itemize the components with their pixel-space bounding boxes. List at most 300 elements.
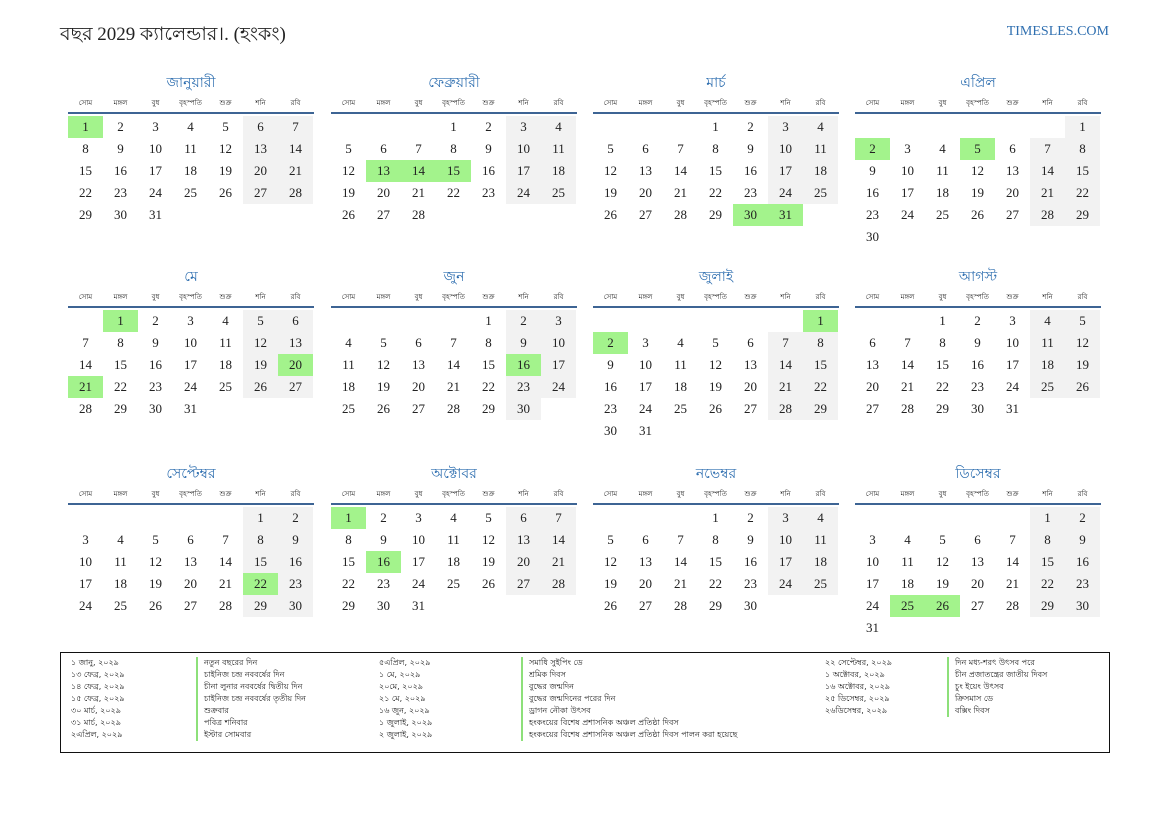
weekday-label: মঙ্গল — [900, 99, 915, 107]
day-cell: 25 — [447, 576, 460, 591]
day-cell: 5 — [380, 335, 387, 350]
legend-date: ২২ সেপ্টেম্বর, ২০২৯ — [825, 658, 892, 667]
day-cell: 20 — [377, 185, 390, 200]
day-cell: 18 — [803, 160, 838, 182]
day-cell: 28 — [278, 182, 313, 204]
legend-dates-column — [379, 657, 432, 741]
day-cell: 18 — [901, 576, 914, 591]
day-cell: 27 — [184, 598, 197, 613]
day-cell: 28 — [901, 401, 914, 416]
day-cell: 7 — [1009, 532, 1016, 547]
day-cell: 7 — [677, 141, 684, 156]
day-cell: 15 — [342, 554, 355, 569]
day-cell: 22 — [1065, 182, 1100, 204]
month-block — [855, 268, 1101, 420]
weekday-label: রবি — [1077, 490, 1088, 498]
day-cell: 30 — [149, 401, 162, 416]
day-cell: 29 — [1030, 595, 1065, 617]
day-cell: 29 — [709, 207, 722, 222]
weekday-label: শুক্র — [482, 99, 495, 107]
empty-cell — [628, 310, 663, 332]
day-cell: 23 — [971, 379, 984, 394]
day-cell: 2 — [1065, 507, 1100, 529]
weekday-label: মঙ্গল — [376, 293, 391, 301]
day-cell: 23 — [744, 185, 757, 200]
empty-cell — [890, 310, 925, 332]
day-cell: 16 — [482, 163, 495, 178]
day-cell: 20 — [639, 576, 652, 591]
day-cell: 7 — [222, 532, 229, 547]
month-block — [331, 74, 577, 226]
weekday-label: শুক্র — [219, 99, 232, 107]
day-cell: 20 — [1006, 185, 1019, 200]
weekday-label: রবি — [815, 293, 826, 301]
day-cell: 25 — [184, 185, 197, 200]
month-divider — [593, 503, 839, 505]
weekday-label: বৃহস্পতি — [704, 99, 727, 107]
day-cell: 22 — [447, 185, 460, 200]
day-cell: 25 — [1030, 376, 1065, 398]
legend-holiday-name: বুদ্ধের জন্মদিনের পরের দিন — [529, 694, 616, 703]
day-cell: 14 — [768, 354, 803, 376]
day-cell: 18 — [803, 551, 838, 573]
month-name: সেপ্টেম্বর — [166, 467, 216, 482]
legend-holiday-name: ড্রাগন নৌকা উৎসব — [529, 706, 591, 715]
day-cell: 6 — [642, 532, 649, 547]
day-cell: 1 — [1065, 116, 1100, 138]
day-cell: 31 — [412, 598, 425, 613]
legend-holiday-name: বুদ্ধের জন্মদিন — [529, 682, 574, 691]
weekday-label: রবি — [290, 293, 301, 301]
day-cell: 26 — [149, 598, 162, 613]
day-cell: 4 — [803, 507, 838, 529]
day-cell: 12 — [604, 163, 617, 178]
day-cell: 10 — [184, 335, 197, 350]
month-block — [68, 74, 314, 226]
day-cell: 4 — [345, 335, 352, 350]
weekday-label: বৃহস্পতি — [179, 293, 202, 301]
day-cell: 12 — [342, 163, 355, 178]
day-cell: 13 — [866, 357, 879, 372]
day-cell: 11 — [1030, 332, 1065, 354]
day-cell: 11 — [803, 138, 838, 160]
day-cell: 16 — [866, 185, 879, 200]
day-grid — [68, 310, 314, 420]
empty-cell — [331, 310, 366, 332]
day-cell: 23 — [604, 401, 617, 416]
day-cell: 20 — [243, 160, 278, 182]
day-cell: 3 — [187, 313, 194, 328]
day-cell: 19 — [971, 185, 984, 200]
day-cell: 17 — [149, 163, 162, 178]
legend-date: ১৩ ফেব্র, ২০২৯ — [71, 670, 125, 679]
day-cell: 29 — [803, 398, 838, 420]
weekday-label: শনি — [518, 293, 529, 301]
day-cell: 9 — [506, 332, 541, 354]
day-cell: 22 — [1030, 573, 1065, 595]
day-cell: 5 — [607, 141, 614, 156]
day-cell: 8 — [345, 532, 352, 547]
empty-cell — [855, 310, 890, 332]
weekday-label: সোম — [78, 490, 93, 498]
day-cell: 23 — [278, 573, 313, 595]
day-cell: 2 — [117, 119, 124, 134]
legend-dates-column — [71, 657, 125, 741]
day-cell: 6 — [415, 335, 422, 350]
weekday-header — [855, 487, 1101, 501]
day-cell: 30 — [114, 207, 127, 222]
weekday-label: বৃহস্পতি — [966, 99, 989, 107]
day-cell: 13 — [744, 357, 757, 372]
empty-cell — [890, 507, 925, 529]
day-cell: 9 — [747, 141, 754, 156]
day-cell: 2 — [747, 510, 754, 525]
day-cell: 20 — [971, 576, 984, 591]
empty-cell — [628, 116, 663, 138]
month-name: অক্টোবর — [431, 467, 477, 482]
legend-date: ২এপ্রিল, ২০২৯ — [71, 730, 123, 739]
empty-cell — [733, 310, 768, 332]
day-cell: 28 — [412, 207, 425, 222]
holiday-cell: 14 — [401, 160, 436, 182]
weekday-label: শুক্র — [219, 490, 232, 498]
day-cell: 19 — [149, 576, 162, 591]
day-cell: 24 — [866, 598, 879, 613]
day-cell: 26 — [243, 376, 278, 398]
day-grid — [855, 116, 1101, 248]
day-cell: 24 — [541, 376, 576, 398]
day-cell: 26 — [709, 401, 722, 416]
weekday-label: শনি — [1042, 490, 1053, 498]
day-cell: 26 — [377, 401, 390, 416]
day-cell: 15 — [79, 163, 92, 178]
day-cell: 25 — [803, 182, 838, 204]
legend-names-column — [529, 657, 737, 741]
empty-cell — [960, 507, 995, 529]
weekday-label: শনি — [1042, 99, 1053, 107]
day-cell: 29 — [936, 401, 949, 416]
day-cell: 9 — [278, 529, 313, 551]
day-cell: 21 — [447, 379, 460, 394]
month-name: এপ্রিল — [960, 76, 996, 91]
weekday-label: বুধ — [414, 99, 423, 107]
day-cell: 25 — [342, 401, 355, 416]
weekday-header — [331, 487, 577, 501]
empty-cell — [103, 507, 138, 529]
day-cell: 30 — [866, 229, 879, 244]
weekday-header — [855, 96, 1101, 110]
day-cell: 22 — [79, 185, 92, 200]
weekday-label: মঙ্গল — [113, 99, 128, 107]
empty-cell — [593, 116, 628, 138]
legend-date: ১৬ জুন, ২০২৯ — [379, 706, 430, 715]
day-cell: 17 — [506, 160, 541, 182]
day-cell: 7 — [541, 507, 576, 529]
day-cell: 3 — [152, 119, 159, 134]
day-cell: 27 — [412, 401, 425, 416]
day-cell: 20 — [412, 379, 425, 394]
day-cell: 20 — [639, 185, 652, 200]
day-cell: 6 — [1009, 141, 1016, 156]
day-cell: 9 — [117, 141, 124, 156]
day-cell: 19 — [377, 379, 390, 394]
legend-holiday-name: দিন মধ্য-শরৎ উৎসব পরে — [955, 658, 1035, 667]
day-cell: 9 — [869, 163, 876, 178]
empty-cell — [401, 116, 436, 138]
legend-holiday-name: চাইনিজ চন্দ্র নববর্ষের তৃতীয় দিন — [204, 694, 306, 703]
legend-holiday-name: শ্রমিক দিবস — [529, 670, 566, 679]
weekday-header — [68, 487, 314, 501]
day-cell: 2 — [485, 119, 492, 134]
holiday-legend — [60, 652, 1110, 753]
legend-names-column — [955, 657, 1047, 717]
day-cell: 1 — [939, 313, 946, 328]
weekday-label: বুধ — [676, 490, 685, 498]
weekday-label: রবি — [553, 490, 564, 498]
weekday-label: রবি — [553, 293, 564, 301]
day-cell: 13 — [278, 332, 313, 354]
day-cell: 14 — [79, 357, 92, 372]
day-cell: 15 — [114, 357, 127, 372]
empty-cell — [663, 310, 698, 332]
weekday-label: রবি — [553, 99, 564, 107]
weekday-label: সোম — [603, 99, 618, 107]
day-cell: 12 — [243, 332, 278, 354]
day-cell: 26 — [342, 207, 355, 222]
empty-cell — [366, 310, 401, 332]
day-cell: 30 — [377, 598, 390, 613]
legend-holiday-name: নতুন বছরের দিন — [204, 658, 258, 667]
legend-names-column — [204, 657, 306, 741]
day-cell: 9 — [485, 141, 492, 156]
weekday-label: মঙ্গল — [376, 99, 391, 107]
day-cell: 7 — [768, 332, 803, 354]
day-cell: 21 — [674, 576, 687, 591]
month-name: ফেব্রুয়ারী — [428, 76, 480, 91]
day-cell: 20 — [506, 551, 541, 573]
weekday-label: বৃহস্পতি — [704, 490, 727, 498]
day-cell: 21 — [541, 551, 576, 573]
month-divider — [68, 306, 314, 308]
day-cell: 6 — [974, 532, 981, 547]
day-grid — [593, 310, 839, 442]
day-cell: 17 — [768, 551, 803, 573]
day-cell: 18 — [1030, 354, 1065, 376]
day-cell: 3 — [1009, 313, 1016, 328]
day-cell: 5 — [222, 119, 229, 134]
day-cell: 14 — [278, 138, 313, 160]
weekday-label: বৃহস্পতি — [442, 99, 465, 107]
day-cell: 25 — [219, 379, 232, 394]
legend-holiday-name: হংকংয়ের বিশেষ প্রশাসনিক অঞ্চল প্রতিষ্ঠা দিবস পালন করা হয়েছে — [529, 730, 738, 739]
month-block — [331, 268, 577, 420]
empty-cell — [366, 116, 401, 138]
day-cell: 18 — [342, 379, 355, 394]
legend-date: ৩১ মার্চ, ২০২৯ — [71, 718, 121, 727]
day-cell: 10 — [541, 332, 576, 354]
day-cell: 9 — [380, 532, 387, 547]
day-cell: 1 — [485, 313, 492, 328]
day-cell: 27 — [639, 207, 652, 222]
legend-date: ২৫ ডিসেম্বর, ২০২৯ — [825, 694, 890, 703]
legend-holiday-name: ক্রিসমাস ডে — [955, 694, 993, 703]
site-link[interactable]: TIMESLES.COM — [1006, 24, 1109, 39]
day-cell: 21 — [412, 185, 425, 200]
day-cell: 27 — [866, 401, 879, 416]
weekday-label: শুক্র — [1006, 99, 1019, 107]
day-cell: 26 — [219, 185, 232, 200]
legend-marker — [196, 657, 198, 741]
day-cell: 5 — [243, 310, 278, 332]
day-cell: 28 — [1030, 204, 1065, 226]
month-divider — [68, 112, 314, 114]
empty-cell — [960, 116, 995, 138]
weekday-label: বৃহস্পতি — [179, 490, 202, 498]
day-cell: 6 — [278, 310, 313, 332]
holiday-cell: 26 — [925, 595, 960, 617]
day-cell: 3 — [869, 532, 876, 547]
day-cell: 28 — [219, 598, 232, 613]
legend-date: ২০মে, ২০২৯ — [379, 682, 423, 691]
day-cell: 14 — [447, 357, 460, 372]
day-cell: 4 — [187, 119, 194, 134]
weekday-label: বৃহস্পতি — [179, 99, 202, 107]
day-cell: 4 — [677, 335, 684, 350]
day-cell: 1 — [712, 510, 719, 525]
holiday-cell: 1 — [803, 310, 838, 332]
day-cell: 8 — [450, 141, 457, 156]
weekday-header — [68, 96, 314, 110]
day-cell: 15 — [1030, 551, 1065, 573]
empty-cell — [663, 507, 698, 529]
day-cell: 18 — [936, 185, 949, 200]
empty-cell — [628, 507, 663, 529]
day-cell: 12 — [971, 163, 984, 178]
empty-cell — [68, 310, 103, 332]
weekday-label: মঙ্গল — [113, 293, 128, 301]
day-cell: 6 — [747, 335, 754, 350]
day-cell: 10 — [639, 357, 652, 372]
holiday-cell: 21 — [68, 376, 103, 398]
day-cell: 10 — [768, 529, 803, 551]
day-cell: 3 — [541, 310, 576, 332]
day-cell: 4 — [450, 510, 457, 525]
day-cell: 30 — [278, 595, 313, 617]
day-cell: 5 — [345, 141, 352, 156]
day-cell: 25 — [114, 598, 127, 613]
day-cell: 7 — [904, 335, 911, 350]
day-cell: 13 — [184, 554, 197, 569]
legend-date: ২৬ডিসেম্বর, ২০২৯ — [825, 706, 888, 715]
weekday-label: শুক্র — [482, 293, 495, 301]
weekday-label: রবি — [290, 490, 301, 498]
day-cell: 21 — [278, 160, 313, 182]
day-cell: 7 — [677, 532, 684, 547]
empty-cell — [995, 116, 1030, 138]
month-divider — [331, 306, 577, 308]
holiday-cell: 20 — [278, 354, 313, 376]
holiday-cell: 1 — [68, 116, 103, 138]
day-cell: 17 — [541, 354, 576, 376]
day-cell: 3 — [642, 335, 649, 350]
empty-cell — [768, 310, 803, 332]
day-cell: 24 — [768, 573, 803, 595]
empty-cell — [1030, 116, 1065, 138]
legend-date: ১৫ ফেব্র, ২০২৯ — [71, 694, 125, 703]
day-grid — [68, 507, 314, 617]
day-cell: 8 — [712, 141, 719, 156]
holiday-cell: 2 — [855, 138, 890, 160]
day-cell: 27 — [639, 598, 652, 613]
day-cell: 31 — [184, 401, 197, 416]
day-cell: 1 — [243, 507, 278, 529]
day-cell: 16 — [278, 551, 313, 573]
day-cell: 4 — [939, 141, 946, 156]
weekday-header — [68, 290, 314, 304]
day-cell: 3 — [904, 141, 911, 156]
day-cell: 17 — [1006, 357, 1019, 372]
weekday-label: সোম — [341, 490, 356, 498]
holiday-cell: 1 — [331, 507, 366, 529]
weekday-label: বুধ — [676, 293, 685, 301]
weekday-label: রবি — [1077, 293, 1088, 301]
empty-cell — [593, 507, 628, 529]
day-cell: 21 — [674, 185, 687, 200]
weekday-label: শুক্র — [482, 490, 495, 498]
day-cell: 4 — [117, 532, 124, 547]
day-cell: 25 — [674, 401, 687, 416]
day-cell: 21 — [768, 376, 803, 398]
day-cell: 11 — [936, 163, 949, 178]
weekday-label: বুধ — [151, 293, 160, 301]
weekday-label: মঙ্গল — [900, 490, 915, 498]
holiday-cell: 13 — [366, 160, 401, 182]
day-cell: 27 — [1006, 207, 1019, 222]
day-cell: 14 — [901, 357, 914, 372]
day-cell: 24 — [412, 576, 425, 591]
day-cell: 13 — [506, 529, 541, 551]
day-cell: 12 — [219, 141, 232, 156]
day-cell: 22 — [482, 379, 495, 394]
day-cell: 25 — [936, 207, 949, 222]
day-cell: 31 — [149, 207, 162, 222]
day-cell: 10 — [412, 532, 425, 547]
day-cell: 9 — [747, 532, 754, 547]
day-cell: 12 — [1065, 332, 1100, 354]
empty-cell — [436, 310, 471, 332]
day-cell: 17 — [768, 160, 803, 182]
day-cell: 16 — [149, 357, 162, 372]
weekday-label: শুক্র — [219, 293, 232, 301]
day-cell: 7 — [450, 335, 457, 350]
weekday-label: শুক্র — [1006, 293, 1019, 301]
day-cell: 21 — [1030, 182, 1065, 204]
empty-cell — [331, 116, 366, 138]
day-grid — [331, 310, 577, 420]
weekday-label: শনি — [780, 293, 791, 301]
day-cell: 23 — [377, 576, 390, 591]
day-cell: 3 — [82, 532, 89, 547]
day-cell: 22 — [114, 379, 127, 394]
month-name: জুলাই — [698, 270, 734, 285]
day-cell: 14 — [1030, 160, 1065, 182]
month-block — [68, 268, 314, 420]
day-cell: 30 — [604, 423, 617, 438]
legend-date: ১ অক্টোবর, ২০২৯ — [825, 670, 885, 679]
day-cell: 6 — [506, 507, 541, 529]
month-name: আগস্ট — [958, 270, 998, 285]
day-cell: 8 — [117, 335, 124, 350]
